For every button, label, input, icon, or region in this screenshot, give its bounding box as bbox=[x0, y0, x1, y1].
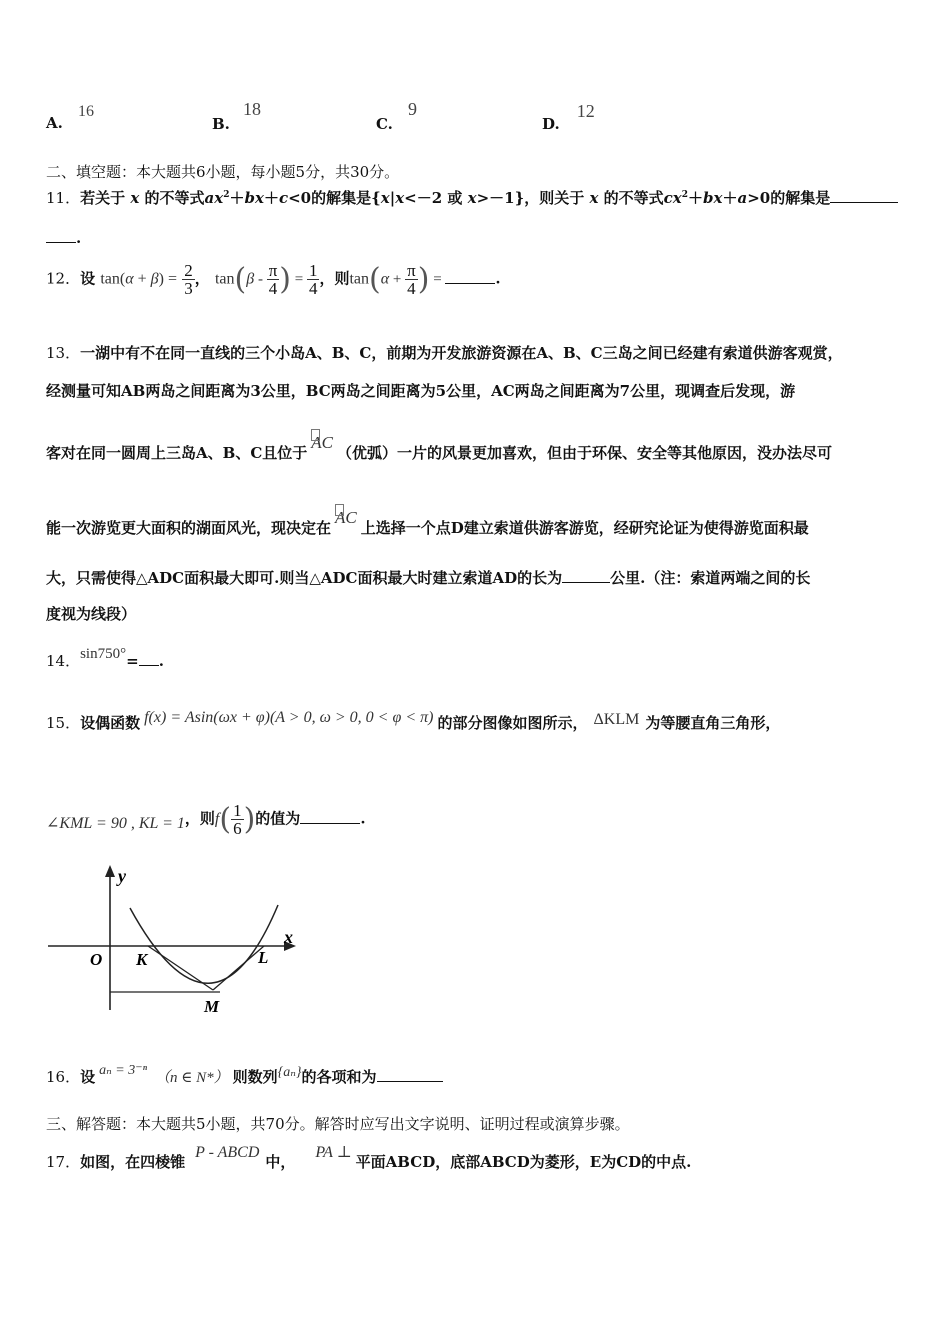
question-number: 12． bbox=[46, 269, 81, 288]
y-axis-arrow bbox=[105, 865, 115, 877]
text: . bbox=[76, 229, 82, 247]
option-value: 9 bbox=[408, 99, 417, 119]
option-c bbox=[376, 99, 417, 134]
fraction bbox=[267, 262, 280, 297]
condition-expression: ∠KML = 90 , KL = 1 bbox=[46, 814, 185, 832]
text: 的值为 bbox=[255, 809, 301, 828]
text: 设偶函数 bbox=[80, 714, 141, 732]
numerator: π bbox=[268, 261, 278, 280]
question-15-cont: ∠KML = 90 , KL = 1，则f( $\frac{1}{6}$ )的值为 . bbox=[46, 801, 366, 838]
sequence-formula: aₙ = 3⁻ⁿ bbox=[99, 1063, 148, 1078]
question-15 bbox=[46, 709, 781, 733]
text: . bbox=[360, 809, 366, 828]
text: = bbox=[126, 652, 139, 670]
question-14 bbox=[46, 646, 164, 671]
tan-label: tan bbox=[100, 270, 120, 288]
text: 一湖中有不在同一直线的三个小岛A、B、C，前期为开发旅游资源在A、B、C三岛之间已经建有索道供游客观赏， bbox=[80, 344, 843, 362]
sequence-condition: （n ∈ N*） bbox=[155, 1070, 229, 1086]
text: 设 bbox=[80, 269, 96, 288]
function-graph bbox=[40, 860, 310, 1020]
question-13-line-2: 经测量可知AB两岛之间距离为3公里，BC两岛之间距离为5公里，AC两岛之间距离为7公里，现调查后发现，游 bbox=[46, 382, 796, 400]
numerator: 1 bbox=[308, 261, 318, 280]
text: 的不等式 bbox=[603, 189, 664, 207]
question-number: 15． bbox=[46, 714, 81, 732]
option-d bbox=[542, 101, 595, 134]
arc-ac bbox=[335, 508, 357, 528]
denominator: 6 bbox=[233, 819, 242, 838]
question-number: 14． bbox=[46, 652, 81, 670]
text: ，则 bbox=[319, 269, 350, 288]
sequence-label: {aₙ} bbox=[277, 1065, 302, 1080]
question-13-line-4 bbox=[46, 508, 809, 538]
tan-label: tan bbox=[214, 270, 235, 288]
segment-ml bbox=[213, 946, 264, 990]
function-label: f bbox=[214, 810, 220, 828]
point-l-label: L bbox=[258, 948, 269, 967]
text: （优弧）一片的风景更加喜欢，但由于环保、安全等其他原因，没办法尽可 bbox=[337, 444, 833, 462]
fraction bbox=[405, 262, 418, 297]
text: 若关于 bbox=[80, 189, 126, 207]
section-heading: 三、解答题：本大题共5小题，共70分。解答时应写出文字说明、证明过程或演算步骤。 bbox=[46, 1115, 630, 1133]
question-11-cont bbox=[46, 228, 81, 247]
answer-blank[interactable] bbox=[300, 809, 360, 824]
pyramid-label: P - ABCD bbox=[195, 1144, 260, 1161]
answer-blank[interactable] bbox=[830, 188, 898, 203]
answer-blank[interactable] bbox=[139, 651, 159, 666]
text: . bbox=[158, 652, 164, 670]
fraction bbox=[307, 262, 320, 297]
question-13-line-5 bbox=[46, 567, 810, 588]
text: ，则关于 bbox=[524, 189, 585, 207]
text: 的解集是 bbox=[311, 189, 372, 207]
segment-km bbox=[148, 946, 213, 990]
option-value: 18 bbox=[243, 99, 261, 119]
denominator: 4 bbox=[407, 279, 416, 298]
answer-blank[interactable] bbox=[377, 1067, 443, 1082]
option-a bbox=[46, 103, 94, 133]
y-label: y bbox=[118, 866, 126, 886]
text: 平面ABCD，底部ABCD为菱形，E为CD的中点. bbox=[355, 1153, 692, 1171]
text: 公里.（注：索道两端之间的长 bbox=[610, 569, 811, 587]
text: 上选择一个点D建立索道供游客游览，经研究论证为使得游览面积最 bbox=[360, 519, 809, 537]
point-m-label: M bbox=[204, 997, 220, 1016]
question-12: 12．设 tan(α + β) = $\frac{2}{3}$ ， tan(β - $\frac{\pi}{4}$ ) = $\frac{1}{4}$ ，则tan(α + $\frac{\pi}{4}$ ) = . bbox=[46, 261, 501, 298]
math-expression: tan(α + β) = bbox=[100, 270, 177, 288]
text: 的部分图像如图所示， bbox=[437, 714, 588, 732]
question-17 bbox=[46, 1144, 692, 1172]
question-number: 13． bbox=[46, 344, 81, 362]
question-number: 11． bbox=[46, 189, 81, 207]
triangle-label: ΔKLM bbox=[593, 711, 640, 728]
x-label: x bbox=[284, 927, 293, 947]
numerator: π bbox=[407, 261, 416, 280]
denominator: 4 bbox=[268, 279, 278, 298]
option-value: 12 bbox=[576, 101, 595, 121]
text: ，则 bbox=[184, 809, 215, 828]
math-expression bbox=[349, 271, 369, 288]
function-expression: f(x) = Asin(ωx + φ)(A > 0, ω > 0, 0 < φ < π) bbox=[144, 709, 434, 726]
text: 能一次游览更大面积的湖面风光，现决定在 bbox=[46, 519, 332, 537]
denominator: 3 bbox=[184, 279, 193, 298]
question-13-line-3 bbox=[46, 433, 833, 463]
text: 的各项和为 bbox=[301, 1068, 377, 1086]
numerator: 1 bbox=[233, 801, 242, 820]
perpendicular-expression: PA ⊥ bbox=[315, 1144, 352, 1161]
option-b bbox=[212, 99, 261, 134]
fraction bbox=[231, 802, 244, 837]
tan-label: tan bbox=[349, 270, 370, 288]
arc-label: AC bbox=[335, 508, 357, 527]
origin-label: O bbox=[90, 950, 103, 969]
question-number: 16． bbox=[46, 1068, 81, 1086]
answer-blank[interactable] bbox=[46, 228, 76, 243]
text: 的解集是 bbox=[770, 189, 831, 207]
text: 客对在同一圆周上三岛A、B、C且位于 bbox=[46, 444, 308, 462]
question-number: 17． bbox=[46, 1153, 81, 1171]
math-expression: sin750° bbox=[80, 646, 127, 662]
cosine-curve bbox=[130, 905, 278, 983]
answer-blank[interactable] bbox=[562, 568, 610, 583]
option-value: 16 bbox=[77, 103, 94, 120]
question-13-line-1 bbox=[46, 342, 843, 363]
option-letter: C. bbox=[376, 115, 393, 133]
point-k-label: K bbox=[136, 950, 148, 969]
text: 的不等式 bbox=[144, 189, 205, 207]
question-11: 11．若关于 x 的不等式$ax^2+bx+c<0$的解集是{x|x<－2 或 x>－1}，则关于 x 的不等式$cx^2+bx+a>0$的解集是 bbox=[46, 187, 898, 208]
question-13-line-6: 度视为线段） bbox=[46, 605, 137, 623]
text: 如图，在四棱锥 bbox=[80, 1153, 186, 1171]
math-expression bbox=[215, 271, 235, 288]
text: 设 bbox=[80, 1068, 96, 1086]
numerator: 2 bbox=[184, 261, 193, 280]
option-letter: A. bbox=[46, 114, 63, 132]
denominator: 4 bbox=[308, 279, 318, 298]
option-letter: B. bbox=[212, 115, 230, 133]
text: 中， bbox=[265, 1153, 296, 1171]
text: . bbox=[495, 269, 501, 288]
option-letter: D. bbox=[542, 115, 560, 133]
answer-blank[interactable] bbox=[445, 269, 495, 284]
fraction bbox=[182, 262, 195, 297]
question-16 bbox=[46, 1063, 443, 1087]
arc-label: AC bbox=[311, 433, 333, 452]
section-heading: 二、填空题：本大题共6小题，每小题5分，共30分。 bbox=[46, 163, 400, 181]
text: 为等腰直角三角形， bbox=[645, 714, 781, 732]
arc-ac bbox=[311, 433, 333, 453]
text: 则数列 bbox=[232, 1068, 278, 1086]
text: 大，只需使得△ADC面积最大即可.则当△ADC面积最大时建立索道AD的长为 bbox=[46, 569, 563, 587]
